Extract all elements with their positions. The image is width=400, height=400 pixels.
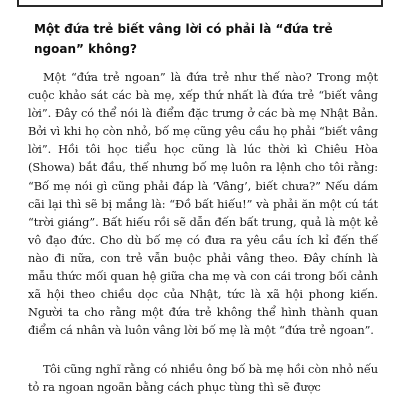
section-heading: Một đứa trẻ biết vâng lời có phải là “đứa trẻ ngoan” không?: [34, 22, 333, 56]
top-box-border: [17, 0, 383, 7]
paragraph-2: Tôi cũng nghĩ rằng có nhiều ông bố bà mẹ hồi còn nhỏ nếu tỏ ra ngoan ngoãn bằng cách phục tùng thì sẽ được: [28, 362, 378, 395]
paragraph-1: Một “đứa trẻ ngoan” là đứa trẻ như thế nào? Trong một cuộc khảo sát các bà mẹ, xếp thứ nhất là đứa trẻ “biết vâng lời”. Đây có thể nói là điểm đặc trưng ở các bà mẹ Nhật Bản. Bởi vì khi họ còn nhỏ, bố mẹ cũng yêu cầu họ phải “biết vâng lời”. Hồi tôi học tiểu học cũng là lúc thời kì Chiêu Hòa (Showa) bắt đầu, thế nhưng bố mẹ luôn ra lệnh cho tôi rằng: “Bố mẹ nói gì cũng phải đáp là ‘Vâng’, biết chưa?” Nếu dám cãi lại thì sẽ bị mắng là: “Đồ bất hiếu!” và phải ăn một cú tát “trời giáng”. Bất hiếu rồi sẽ dẫn đến bất trung, quả là một kẻ vô đạo đức. Cho dù bố mẹ có đưa ra yêu cầu ích kỉ đến thế nào đi nữa, con trẻ vẫn buộc phải vâng theo. Đây chính là mẫu thức mối quan hệ giữa cha mẹ và con cái trong bối cảnh xã hội theo chiều dọc của Nhật, tức là xã hội phong kiến. Người ta cho rằng một đứa trẻ không thể hình thành quan điểm cá nhân và luôn vâng lời bố mẹ là một “đứa trẻ ngoan”.: [28, 70, 378, 338]
